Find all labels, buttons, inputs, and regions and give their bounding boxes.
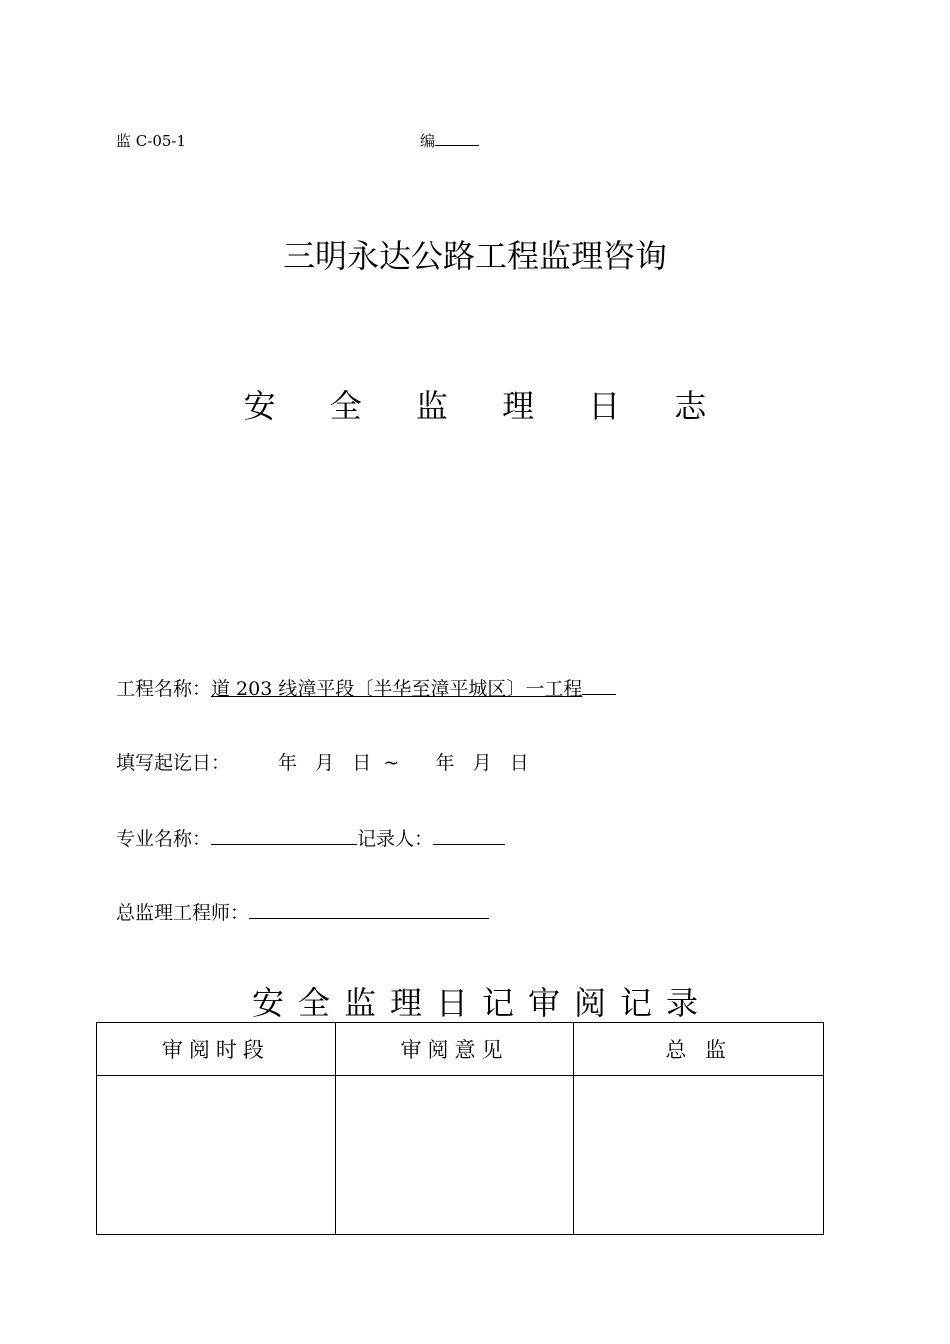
- date-range-value: 年 月 日 ~ 年 月 日: [278, 752, 529, 774]
- project-name-blank[interactable]: [582, 694, 616, 695]
- specialty-row: [116, 824, 505, 851]
- project-name-value: 道 203 线漳平段〔半华至漳平城区〕一工程: [211, 678, 583, 700]
- review-table: [96, 1022, 824, 1235]
- date-range-row: [116, 748, 529, 775]
- chief-engineer-label: 总监理工程师：: [116, 902, 250, 924]
- project-name-row: [116, 674, 616, 701]
- chief-engineer-blank[interactable]: [249, 918, 489, 919]
- date-range-label: 填写起讫日：: [116, 752, 231, 774]
- review-period-cell[interactable]: [97, 1076, 336, 1235]
- company-title: 三明永达公路工程监理咨询: [282, 237, 667, 275]
- number-field: [420, 130, 479, 151]
- form-code: 监 C-05-1: [116, 132, 187, 150]
- review-opinion-header: 审阅意见: [335, 1023, 574, 1076]
- log-title: 安 全 监 理 日 志: [243, 387, 729, 425]
- recorder-blank[interactable]: [433, 844, 505, 845]
- review-opinion-cell[interactable]: [335, 1076, 574, 1235]
- chief-engineer-row: [116, 898, 489, 925]
- number-blank[interactable]: [435, 145, 479, 146]
- review-header-row: [97, 1023, 824, 1076]
- review-title: 安全监理日记审阅记录: [251, 984, 712, 1022]
- review-director-cell[interactable]: [574, 1076, 824, 1235]
- recorder-label: 记录人：: [357, 828, 434, 850]
- review-period-header: 审阅时段: [97, 1023, 336, 1076]
- review-director-header: 总 监: [574, 1023, 824, 1076]
- review-body-row: [97, 1076, 824, 1235]
- specialty-label: 专业名称：: [116, 828, 212, 850]
- specialty-blank[interactable]: [211, 844, 357, 845]
- number-label: 编: [420, 132, 436, 150]
- project-name-label: 工程名称：: [116, 678, 212, 700]
